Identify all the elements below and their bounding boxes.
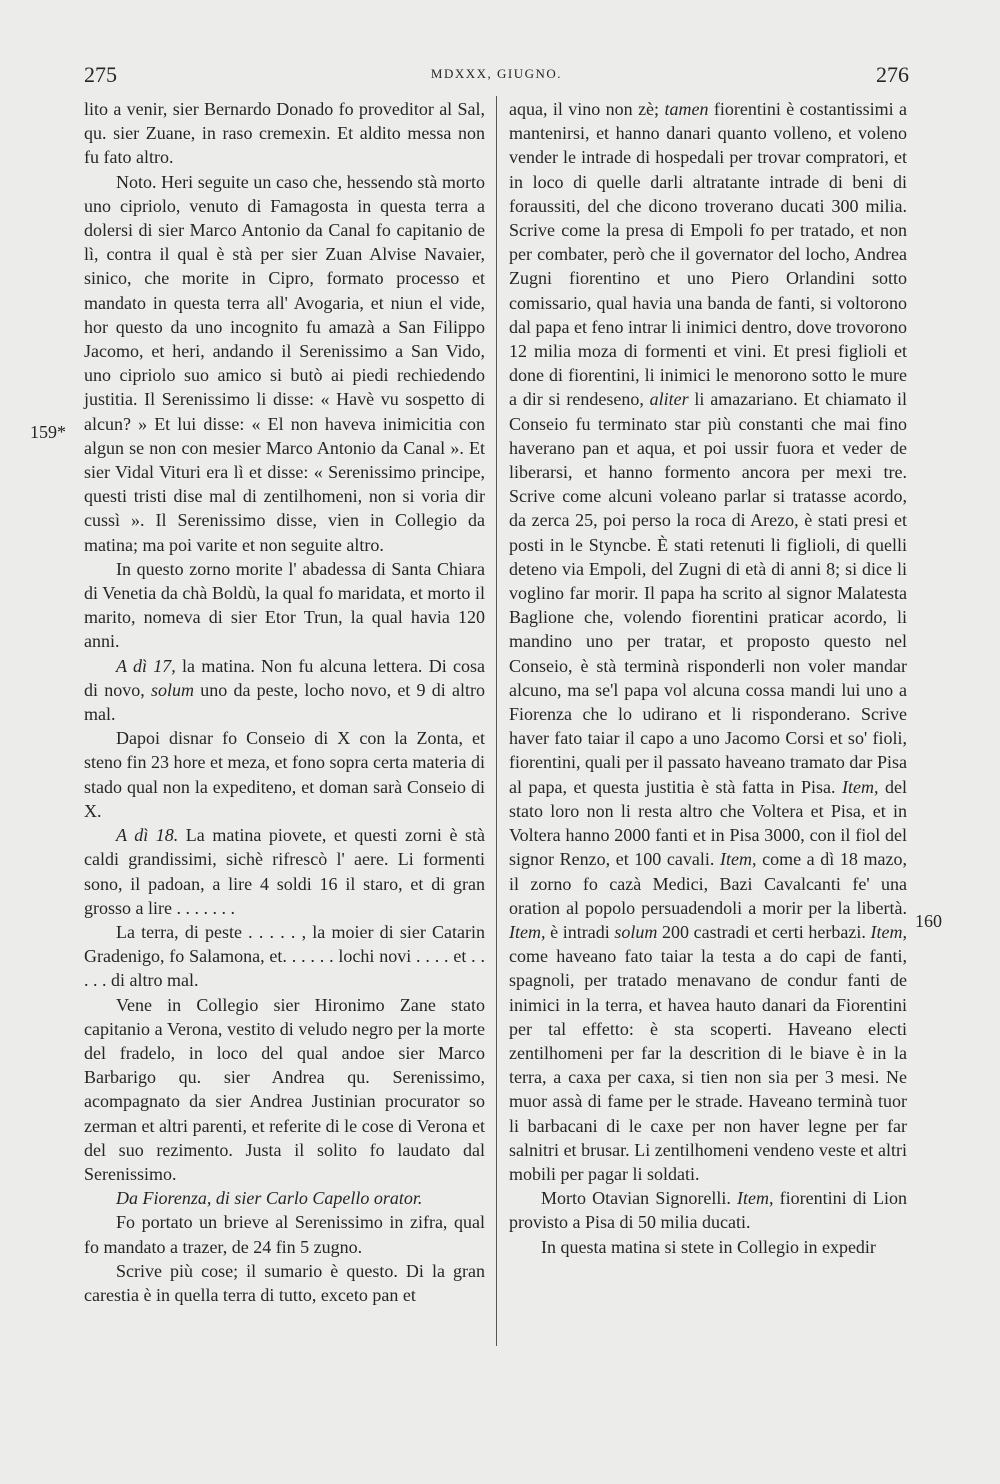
paragraph: In questa matina si stete in Collegio in expedir: [541, 1236, 876, 1257]
paragraph: In questo zorno morite l' abadessa di Santa Chiara di Venetia da chà Boldù, la qual fo maridata, et morto il marito, nomeva di sier Etor Trun, la qual havia 120 anni.: [84, 558, 485, 652]
page-number-left: 275: [84, 62, 117, 87]
paragraph: A dì 17, la matina. Non fu alcuna lettera. Di cosa di novo, solum uno da peste, locho novo, et 9 di altro mal.: [84, 655, 485, 725]
paragraph: La terra, di peste . . . . . , la moier di sier Catarin Gradenigo, fo Salamona, et. . . . . . lochi novi . . . . et . . . . . di altro mal.: [84, 921, 485, 991]
left-column: [84, 97, 485, 1307]
page-header: [84, 62, 909, 86]
paragraph: Noto. Heri seguite un caso che, hessendo stà morto uno cipriolo, venuto di Famagosta in questa terra a dolersi di sier Marco Antonio da Canal fo capitanio de lì, contra il qual è stà per sier Zuan Alvise Navaier, sinico, che morite in Cipro, formato processo et mandato in questa terra all' Avogaria, et niun el vide, hor questo da uno incognito fu amazà a San Filippo Jacomo, et heri, andando il Serenissimo a San Vido, uno cipriolo suo amico si butò ai piedi rechiedendo justitia. Il Serenissimo li disse: « Havè vu sospetto di alcun? » Et lui disse: « El non haveva inimicitia con algun se non con mesier Marco Antonio da Canal ». Et sier Vidal Vituri era lì et disse: « Serenissimo principe, questi tristi dise mal di zentilhomeni, non si voria dir cussì ». Il Serenissimo disse, vien in Collegio da matina; ma poi varite et non seguite altro.: [84, 171, 485, 555]
right-column: [509, 97, 907, 1259]
paragraph: Morto Otavian Signorelli. Item, fiorentini di Lion provisto a Pisa di 50 milia ducati.: [509, 1188, 908, 1233]
page-number-right: 276: [876, 62, 909, 87]
paragraph: lito a venir, sier Bernardo Donado fo proveditor al Sal, qu. sier Zuane, in raso cremexin. Et aldito messa non fu fato altro.: [84, 99, 485, 168]
paragraph: Dapoi disnar fo Conseio di X con la Zonta, et steno fin 23 hore et meza, et fono sopra certa materia di stado qual non la expediteno, et doman sarà Conseio di X.: [84, 728, 485, 821]
running-head: MDXXX, GIUGNO.: [430, 66, 563, 81]
margin-note-left: 159*: [30, 422, 66, 442]
paragraph: Fo portato un brieve al Serenissimo in zifra, qual fo mandato a trazer, de 24 fin 5 zugno.: [84, 1212, 485, 1257]
margin-note-right: 160: [915, 911, 942, 931]
paragraph: Vene in Collegio sier Hironimo Zane stato capitanio a Verona, vestito di veludo negro per la morte del fradelo, in loco del qual andoe sier Marco Barbarigo qu. sier Andrea qu. Serenissimo, acompagnato da sier Andrea Justinian procurator so zerman et altri parenti, et referite di le cose di Verona et del suo rezimento. Justa il solito fo laudato dal Serenissimo.: [84, 994, 485, 1184]
column-divider: [496, 96, 497, 1346]
paragraph: A dì 18. La matina piovete, et questi zorni è stà caldi grandissimi, sichè rifrescò l' aere. Li formenti sono, il padoan, a lire 4 soldi 16 il staro, et di gran grosso a lire . . . . . . .: [84, 825, 486, 918]
paragraph: Scrive più cose; il sumario è questo. Di la gran carestia è in quella terra di tutto, exceto pan et: [84, 1260, 485, 1305]
section-heading: Da Fiorenza, di sier Carlo Capello orator.: [116, 1188, 423, 1209]
paragraph: aqua, il vino non zè; tamen fiorentini è costantissimi a mantenirsi, et hanno danari quanto volleno, et voleno vender le intrade di hospedali per trovar compratori, et in loco di quelle darli altratante intrade di beni di foraussiti, del che dicono troverano ducati 300 milia. Scrive come la presa di Empoli fo per tratado, et non per combater, però che il governator del locho, Andrea Zugni fiorentino et uno Piero Orlandini sotto comissario, qual havia una banda de fanti, si voltorono dal papa et feno intrar li inimici dentro, dove trovorono 12 milia moza di formenti et vini. Et presi figlioli et done di fiorentini, li inimici le menorono sotto le mure a dir si rendeseno, aliter li amazariano. Et chiamato il Conseio fu terminato star più constanti che mai fino haverano pan et aqua, et poi ussir fuora et veder de liberarsi, et hanno formento ancora per mexi tre. Scrive come alcuni voleano parlar si tratasse acordo, da zerca 25, poi perso la roca di Arezo, è stati presi et posti in le Styncbe. È stati retenuti li figlioli, di quelli deteno via Empoli, del Zugni di età di anni 8; si dice li voglino far morir. Il papa ha scrito al signor Malatesta Baglione che, volendo fiorentini praticar acordo, li mandino uno per tratar, et proposto questo nel Conseio, è stà terminà risponderli non voler mandar alcuno, ma se'l papa vol alcuna cossa mandi lui uno a Fiorenza che lo udirano et li risponderano. Scrive haver fato taiar il capo a uno Jacomo Corsi et so' fioli, fiorentini, quali per il passato haveano tramato dar Pisa al papa, et questa justitia è stà fatta in Pisa. Item, del stato loro non li resta altro che Voltera et Pisa, et in Voltera hanno 2000 fanti et in Pisa 3000, con il fiol del signor Renzo, et 100 cavali. Item, come a dì 18 mazo, il zorno fo cazà Medici, Bazi Cavalcanti fe' una oration al popolo persuadendoli a morir per la libertà. Item, è intradi solum 200 castradi et certi herbazi. Item, come haveano fato taiar la testa a do capi de fanti, spagnoli, per tratado menavano de condur fanti de inimici in la terra, et havea hauto danari da Fiorentini per tal effetto: è sta scoperti. Haveano electi zentilhomeni per far la descrition di le biave è in la terra, a caxa per caxa, si tien non sia per 3 mesi. Ne muor assà di fame per le strade. Haveano terminà tuor li barbacani di le caxe per non haver legne per far salnitri et brusar. Li zentilhomeni vendeno veste et altri mobili per pagar li soldati.: [509, 99, 907, 1184]
